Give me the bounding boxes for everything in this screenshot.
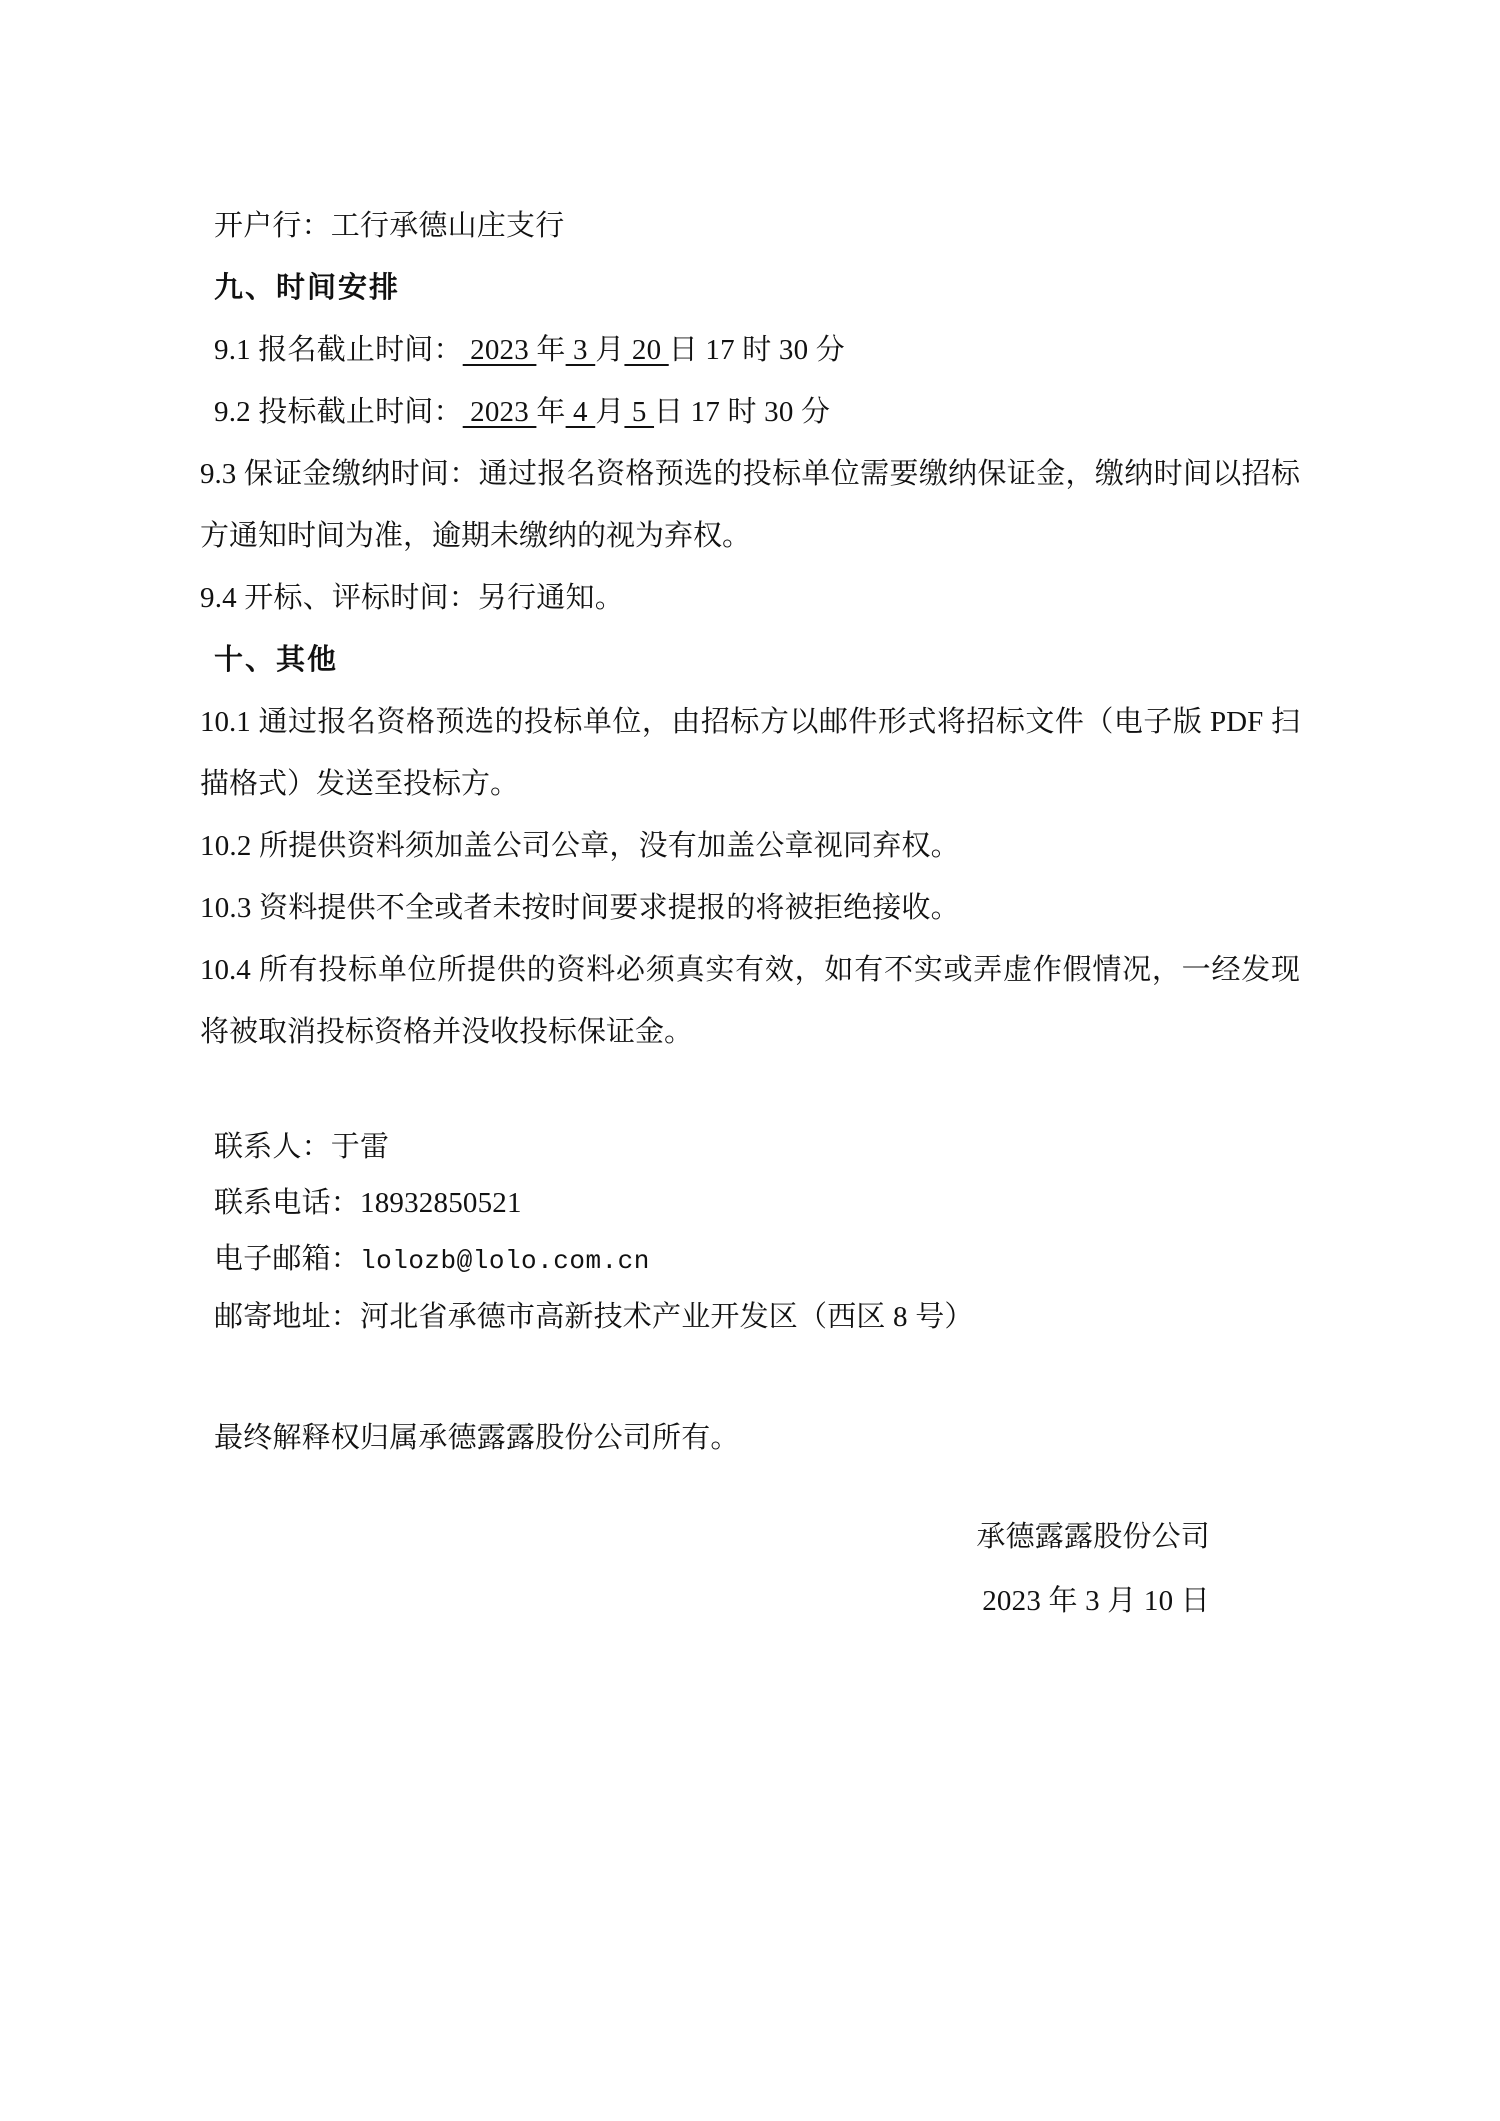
section-heading-10: 十、其他 (214, 644, 339, 676)
clause-9-4: 9.4 开标、评标时间：另行通知。 (200, 582, 624, 614)
bid-year: 2023 (462, 396, 537, 428)
section-heading-9: 九、时间安排 (214, 272, 401, 304)
spacer-before-contact (200, 1063, 1300, 1119)
contact-email-value: lolozb@lolo.com.cn (360, 1246, 650, 1276)
contact-address: 邮寄地址：河北省承德市高新技术产业开发区（西区 8 号） (214, 1301, 974, 1333)
signature-block (200, 1505, 1300, 1633)
final-note: 最终解释权归属承德露露股份公司所有。 (214, 1422, 740, 1454)
registration-tail: 日 17 时 30 分 (668, 334, 845, 366)
bid-prefix: 9.2 投标截止时间： (214, 396, 463, 428)
deadline-bid-line (200, 381, 1300, 443)
registration-year: 2023 (462, 334, 537, 366)
clause-9-3: 9.3 保证金缴纳时间：通过报名资格预选的投标单位需要缴纳保证金，缴纳时间以招标方通知时间为准，逾期未缴纳的视为弃权。 (200, 458, 1300, 552)
contact-email (200, 1231, 1300, 1289)
signature-date: 2023 年 3 月 10 日 (982, 1585, 1210, 1617)
bank-line: 开户行：工行承德山庄支行 (214, 210, 565, 242)
clause-10-1: 10.1 通过报名资格预选的投标单位，由招标方以邮件形式将招标文件（电子版 PDF 扫描格式）发送至投标方。 (200, 706, 1300, 800)
clause-10-3: 10.3 资料提供不全或者未按时间要求提报的将被拒绝接收。 (200, 892, 960, 924)
bid-month-label: 月 (595, 396, 625, 428)
registration-day: 20 (624, 334, 669, 366)
bid-tail: 日 17 时 30 分 (654, 396, 831, 428)
contact-person: 联系人：于雷 (214, 1131, 390, 1163)
registration-month: 3 (565, 334, 596, 366)
deadline-registration-line (200, 319, 1300, 381)
clause-10-2: 10.2 所提供资料须加盖公司公章，没有加盖公章视同弃权。 (200, 830, 960, 862)
registration-month-label: 月 (595, 334, 625, 366)
contact-phone: 联系电话：18932850521 (214, 1187, 522, 1219)
clause-10-4: 10.4 所有投标单位所提供的资料必须真实有效，如有不实或弄虚作假情况，一经发现将被取消投标资格并没收投标保证金。 (200, 954, 1300, 1048)
signature-company: 承德露露股份公司 (976, 1521, 1210, 1553)
contact-block (200, 1119, 1300, 1345)
contact-email-label: 电子邮箱： (214, 1243, 361, 1275)
bid-year-label: 年 (536, 396, 566, 428)
bid-month: 4 (565, 396, 596, 428)
registration-year-label: 年 (536, 334, 566, 366)
registration-prefix: 9.1 报名截止时间： (214, 334, 463, 366)
spacer-before-final-note (200, 1345, 1300, 1407)
bid-day: 5 (624, 396, 655, 428)
